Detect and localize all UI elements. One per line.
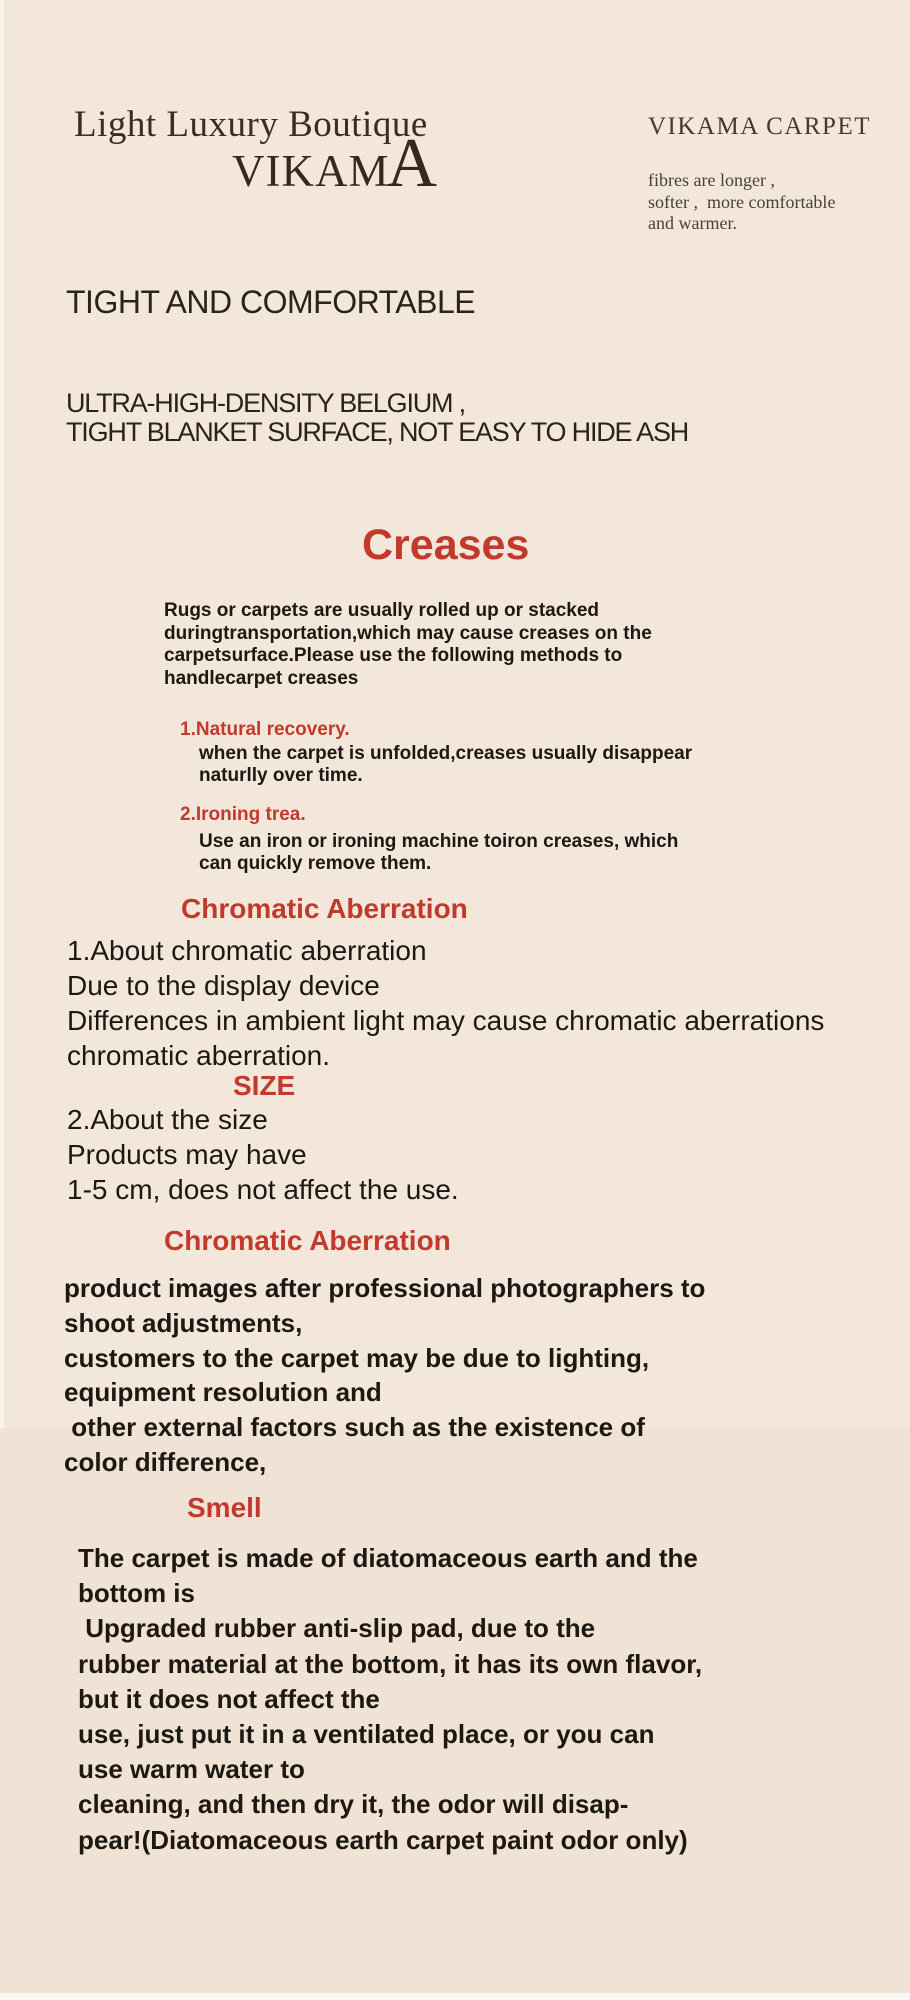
note-line: chromatic aberration. (67, 1040, 331, 1071)
paragraph-line: customers to the carpet may be due to lighting, (64, 1342, 650, 1373)
creases-item-line: when the carpet is unfolded,creases usually disappear (199, 743, 693, 764)
note-line: Products may have (67, 1139, 307, 1170)
chromatic-aberration-paragraph (64, 1271, 705, 1480)
brand-tagline: Light Luxury Boutique (74, 104, 428, 145)
creases-item-title-ironing: 2.Ironing trea. (180, 804, 306, 825)
section-title-smell: Smell (187, 1492, 262, 1523)
paragraph-line: rubber material at the bottom, it has its own flavor, (78, 1648, 703, 1679)
creases-intro-line: Rugs or carpets are usually rolled up or stacked (164, 600, 600, 621)
chromatic-aberration-notes (67, 933, 824, 1073)
paragraph-line: bottom is (78, 1578, 195, 1609)
paragraph-line: use warm water to (78, 1754, 305, 1785)
section-title-chromatic-aberration: Chromatic Aberration (181, 893, 468, 924)
section-title-chromatic-aberration-2: Chromatic Aberration (164, 1225, 451, 1256)
paragraph-line: cleaning, and then dry it, the odor will disap- (78, 1789, 629, 1820)
paragraph-line: shoot adjustments, (64, 1307, 303, 1338)
bottom-edge-strip (0, 1993, 910, 2000)
note-line: 1.About chromatic aberration (67, 935, 427, 966)
hero-subheadline (66, 389, 688, 447)
creases-item-line: naturlly over time. (199, 764, 363, 786)
creases-intro-line: handlecarpet creases (164, 667, 359, 689)
size-notes (67, 1102, 459, 1207)
creases-item-body-ironing (199, 831, 678, 874)
hero-subheadline-line: ULTRA-HIGH-DENSITY BELGIUM , (66, 388, 465, 418)
brand-name-text: VIKAM (232, 146, 390, 196)
paragraph-line: color difference, (64, 1446, 267, 1477)
brand-logo (232, 125, 438, 206)
paragraph-line: The carpet is made of diatomaceous earth and the (78, 1543, 698, 1573)
paragraph-line: other external factors such as the existence of (64, 1412, 645, 1443)
creases-intro (164, 600, 652, 690)
left-edge-strip (0, 0, 4, 1428)
paragraph-line: pear!(Diatomaceous earth carpet paint odor only) (78, 1824, 688, 1855)
note-line: 1-5 cm, does not affect the use. (67, 1174, 459, 1205)
side-note-text (648, 170, 835, 235)
hero-subheadline-line: TIGHT BLANKET SURFACE, NOT EASY TO HIDE ASH (66, 417, 689, 447)
creases-item-line: Use an iron or ironing machine toiron creases, which (199, 831, 679, 852)
paragraph-line: use, just put it in a ventilated place, or you can (78, 1719, 655, 1750)
paragraph-line: product images after professional photographers to (64, 1273, 706, 1303)
side-note-title: VIKAMA CARPET (648, 113, 871, 140)
side-note-line: fibres are longer , (648, 170, 775, 190)
creases-item-body-natural-recovery (199, 743, 692, 786)
paragraph-line: but it does not affect the (78, 1683, 380, 1714)
hero-headline: TIGHT AND COMFORTABLE (66, 284, 476, 320)
creases-intro-line: duringtransportation,which may cause creases on the (164, 622, 652, 644)
creases-item-line: can quickly remove them. (199, 852, 432, 874)
side-note-line: softer , more comfortable (648, 191, 836, 212)
note-line: Differences in ambient light may cause chromatic aberrations (67, 1005, 825, 1036)
creases-item-title-natural-recovery: 1.Natural recovery. (180, 719, 350, 740)
note-line: 2.About the size (67, 1104, 268, 1135)
side-note-line: and warmer. (648, 213, 737, 233)
note-line: Due to the display device (67, 970, 380, 1001)
creases-intro-line: carpetsurface.Please use the following methods to (164, 645, 623, 667)
smell-paragraph (78, 1541, 702, 1858)
paragraph-line: equipment resolution and (64, 1377, 382, 1408)
section-title-size: SIZE (233, 1070, 296, 1101)
brand-name-big-letter: A (386, 125, 438, 202)
section-title-creases: Creases (362, 521, 530, 569)
paragraph-line: Upgraded rubber anti-slip pad, due to the (78, 1613, 596, 1644)
